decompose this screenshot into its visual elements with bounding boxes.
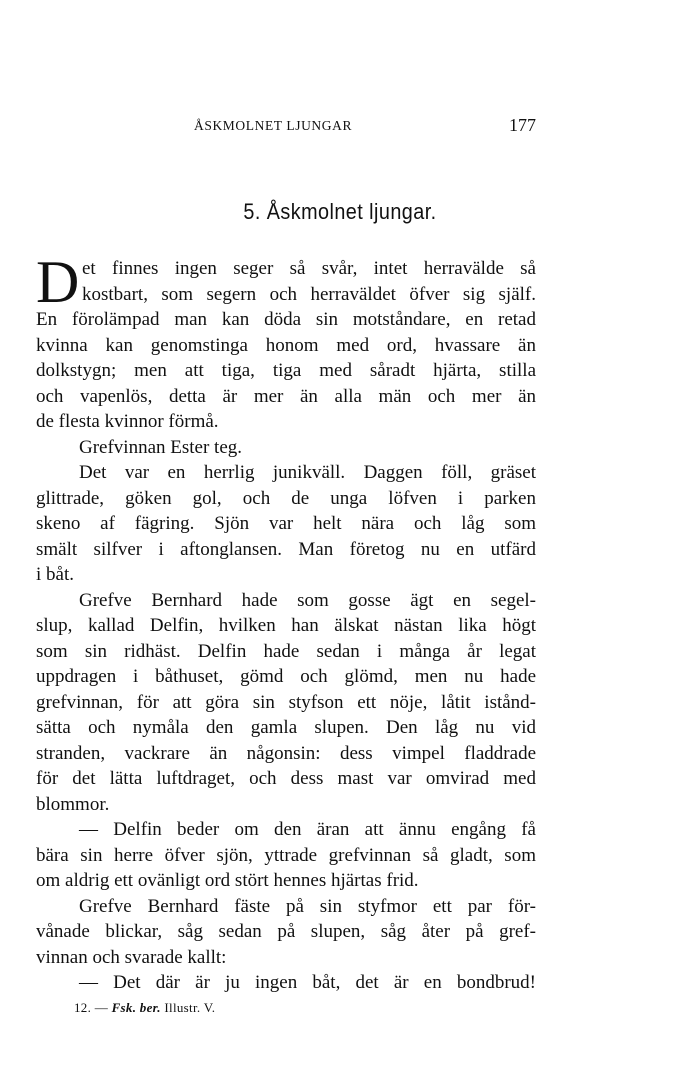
signature-abbrev: Fsk. ber.: [111, 1000, 161, 1015]
drop-cap: D: [36, 249, 80, 315]
text-line: om aldrig ett ovänligt ord stört hennes hjärtas frid.: [36, 870, 419, 891]
text-line: dolkstygn; men att tiga, tiga med såradt hjärta, stilla: [36, 360, 536, 381]
text-line: Grefvinnan Ester teg.: [79, 436, 243, 458]
text-line: En förolämpad man kan döda sin motståndare, en retad: [36, 309, 536, 330]
text-line: vånade blickar, såg sedan på slupen, såg åter på gref-: [36, 921, 536, 942]
text-line: Grefve Bernhard fäste på sin styfmor ett par för-: [79, 895, 536, 917]
text-line: — Delfin beder om den äran att ännu engång få: [79, 819, 536, 840]
text-line: Grefve Bernhard hade som gosse ägt en segel-: [79, 589, 536, 611]
text-line: blommor.: [36, 793, 110, 815]
text-line: de flesta kvinnor förmå.: [36, 411, 219, 432]
text-line: smält silfver i aftonglansen. Man företog nu en utfärd: [36, 538, 536, 560]
chapter-title: 5. Åskmolnet ljungar.: [243, 199, 437, 224]
signature-number: 12. —: [74, 1000, 108, 1015]
printer-signature: [74, 1000, 215, 1016]
text-line: grefvinnan, för att göra sin styfson ett nöje, låtit istånd-: [36, 691, 536, 713]
text-line: uppdragen i båthuset, gömd och glömd, men nu hade: [36, 666, 536, 687]
running-head: [36, 115, 536, 140]
text-line: och vapenlös, detta är mer än alla män och mer än: [36, 385, 536, 407]
text-line: — Det där är ju ingen båt, det är en bondbrud!: [79, 972, 536, 993]
text-line: för det lätta luftdraget, och dess mast var omvirad med: [36, 768, 536, 789]
text-line: glittrade, göken gol, och de unga löfven i parken: [36, 487, 536, 509]
signature-tail: Illustr. V.: [164, 1000, 216, 1015]
text-line: Det var en herrlig junikväll. Daggen föll, gräset: [79, 462, 536, 483]
page-number: 177: [509, 115, 536, 135]
text-line: kostbart, som segern och herraväldet öfver sig själf.: [82, 283, 536, 305]
text-line: bära sin herre öfver sjön, yttrade grefvinnan så gladt, som: [36, 844, 536, 866]
body-text: [36, 249, 536, 996]
text-line: vinnan och svarade kallt:: [36, 946, 227, 968]
text-line: kvinna kan genomstinga honom med ord, hvassare än: [36, 334, 536, 356]
text-line: i båt.: [36, 564, 74, 585]
text-line: et finnes ingen seger så svår, intet herravälde så: [82, 258, 536, 279]
text-line: stranden, vackrare än någonsin: dess vimpel fladdrade: [36, 742, 536, 764]
text-line: sätta och nymåla den gamla slupen. Den låg nu vid: [36, 717, 536, 738]
text-line: skeno af fägring. Sjön var helt nära och låg som: [36, 513, 536, 534]
text-line: som sin ridhäst. Delfin hade sedan i många år legat: [36, 640, 536, 662]
running-title: ÅSKMOLNET LJUNGAR: [194, 118, 353, 133]
text-line: slup, kallad Delfin, hvilken han älskat nästan lika högt: [36, 615, 536, 636]
